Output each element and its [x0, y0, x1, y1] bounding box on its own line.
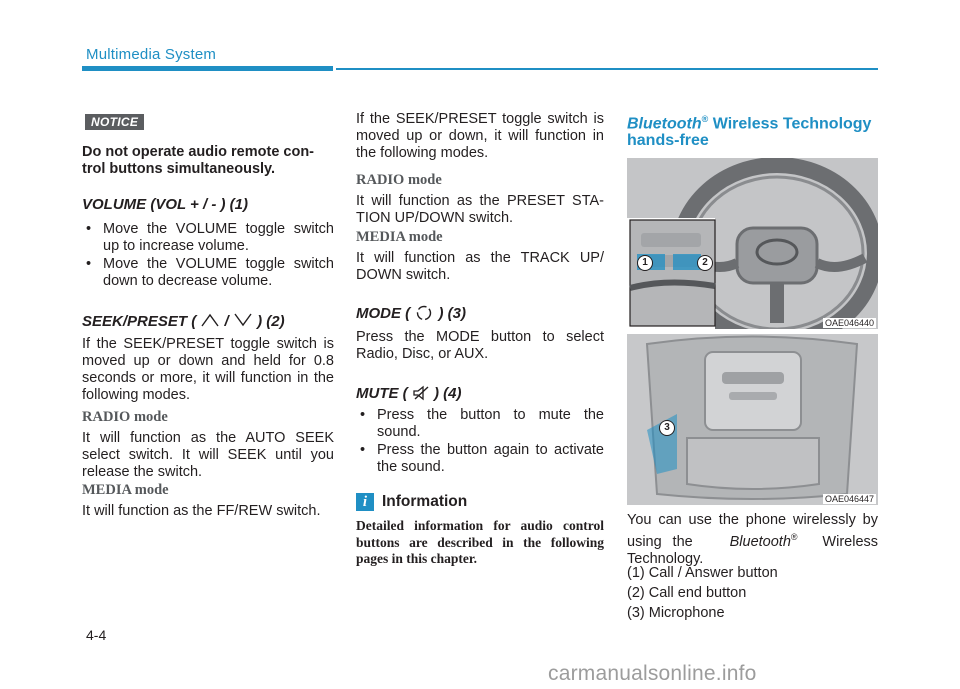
- overhead-console-photo: [627, 334, 878, 505]
- list-item: (2) Call end button: [627, 585, 747, 601]
- header-rule-thick: [82, 66, 333, 71]
- steering-wheel-photo: [627, 158, 878, 329]
- information-text: Detailed information for audio control buttons are described in the following pages in this chapter.: [356, 518, 604, 566]
- seek-preset-heading: SEEK/PRESET ( / ) (2): [82, 313, 285, 330]
- media-mode-text: It will function as the FF/REW switch.: [82, 503, 321, 519]
- list-item: • Move the VOLUME toggle switch up to increase volume.: [86, 221, 334, 254]
- mode-text: Press the MODE button to select Radio, Disc, or AUX.: [356, 329, 604, 362]
- information-icon: i: [356, 493, 374, 511]
- list-item: • Press the button again to activate the sound.: [360, 442, 604, 475]
- callout-label: 1: [637, 255, 653, 271]
- page-number: 4-4: [86, 627, 107, 643]
- mode-icon: [414, 305, 434, 321]
- mode-heading: MODE ( ) (3): [356, 305, 467, 322]
- callout-label: 2: [697, 255, 713, 271]
- watermark: carmanualsonline.info: [548, 662, 757, 685]
- bullet-icon: •: [86, 256, 92, 272]
- image-code: OAE046440: [824, 318, 874, 328]
- list-item: (1) Call / Answer button: [627, 565, 778, 581]
- list-item: • Press the button to mute the sound.: [360, 407, 604, 440]
- bullet-icon: •: [360, 407, 366, 423]
- radio-mode-heading: RADIO mode: [356, 172, 442, 188]
- seek-short-press-text: If the SEEK/PRESET toggle switch is moved up or down, it will function in the following modes.: [356, 111, 604, 161]
- volume-heading: VOLUME (VOL + / - ) (1): [82, 196, 248, 213]
- bullet-icon: •: [360, 442, 366, 458]
- notice-badge: NOTICE: [85, 114, 144, 130]
- media-mode-heading: MEDIA mode: [82, 482, 169, 498]
- bluetooth-body-text: You can use the phone wirelessly by using the Bluetooth® Wireless Technology.: [627, 512, 879, 567]
- list-item: (3) Microphone: [627, 605, 725, 621]
- list-item: • Move the VOLUME toggle switch down to decrease volume.: [86, 256, 334, 289]
- media-mode-heading: MEDIA mode: [356, 229, 443, 245]
- seek-description: If the SEEK/PRESET toggle switch is moved up or down and held for 0.8 seconds or more, it will function in the following modes.: [82, 336, 334, 403]
- mute-heading: MUTE ( ) (4): [356, 385, 462, 402]
- chevron-down-icon: [233, 313, 253, 327]
- callout-label: 3: [659, 420, 675, 436]
- section-title: Multimedia System: [86, 46, 217, 63]
- image-code: OAE046447: [824, 494, 874, 504]
- radio-mode-text: It will function as the PRESET STA-TION UP/DOWN switch.: [356, 193, 604, 226]
- media-mode-text: It will function as the TRACK UP/ DOWN switch.: [356, 250, 604, 283]
- mute-icon: [412, 385, 430, 401]
- radio-mode-text: It will function as the AUTO SEEK select switch. It will SEEK until you release the switch.: [82, 430, 334, 480]
- chevron-up-icon: [200, 313, 220, 327]
- steering-wheel-illustration: [627, 158, 878, 329]
- radio-mode-heading: RADIO mode: [82, 409, 168, 425]
- notice-text: Do not operate audio remote con-trol buttons simultaneously.: [82, 144, 315, 177]
- bullet-icon: •: [86, 221, 92, 237]
- bluetooth-section-title: Bluetooth® Wireless Technology hands-free: [627, 114, 872, 150]
- information-title: Information: [382, 493, 468, 510]
- header-rule-thin: [336, 68, 878, 70]
